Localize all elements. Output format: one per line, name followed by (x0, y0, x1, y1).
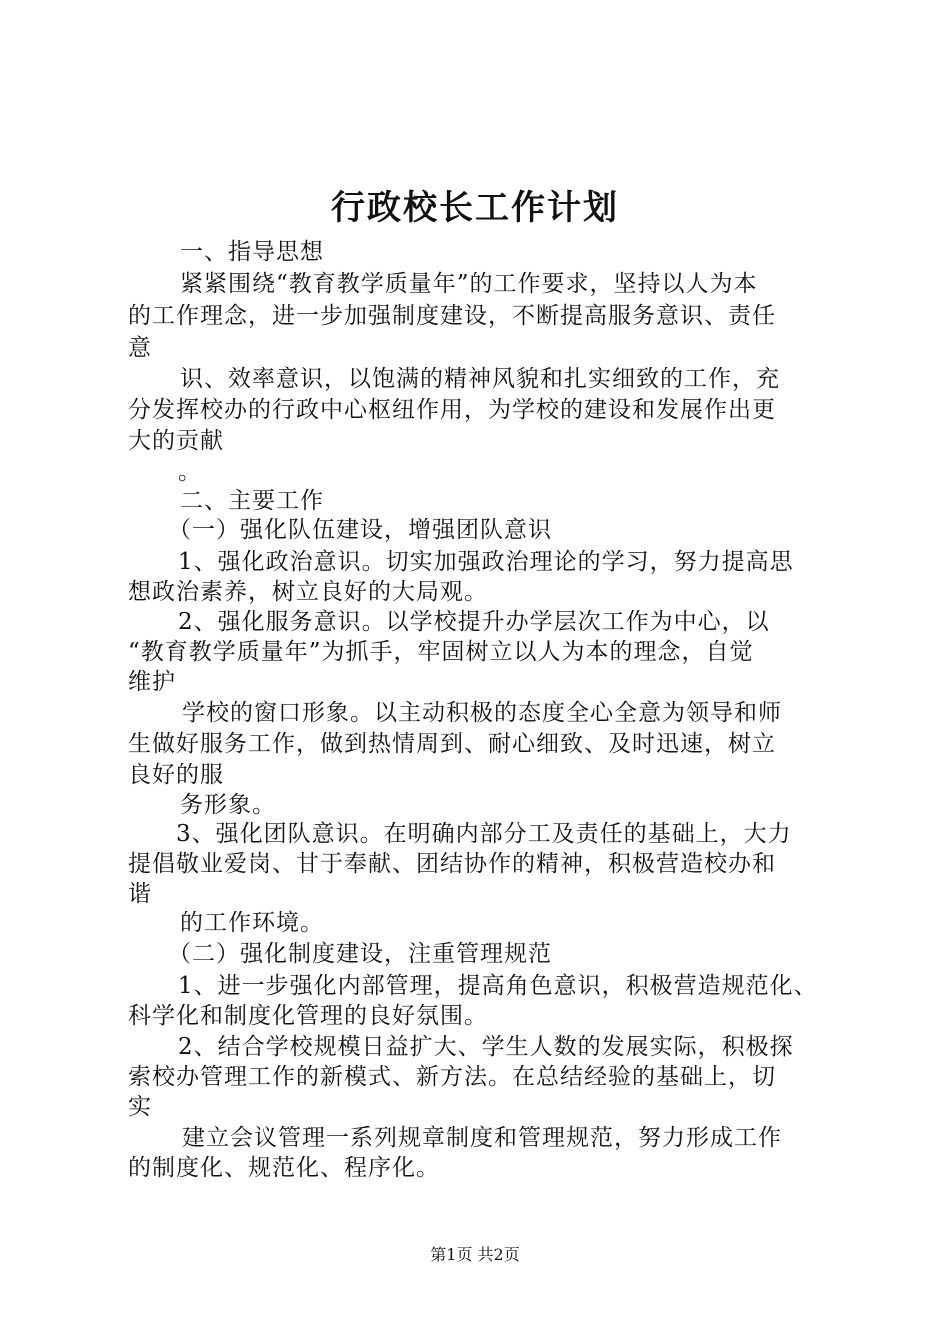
paragraph-line: 的制度化、规范化、程序化。 (128, 1155, 440, 1181)
paragraph-line: 学校的窗口形象。以主动积极的态度全心全意为领导和师 (182, 700, 782, 726)
paragraph-line: 分发挥校办的行政中心枢纽作用，为学校的建设和发展作出更 (128, 397, 776, 423)
paragraph-line: 良好的服 (128, 762, 224, 788)
paragraph-line: 谐 (128, 881, 152, 907)
paragraph-line: 3、强化团队意识。在明确内部分工及责任的基础上，大力 (176, 821, 792, 847)
paragraph-line: 的工作环境。 (180, 910, 324, 936)
paragraph-line: 紧紧围绕“教育教学质量年”的工作要求，坚持以人为本 (180, 271, 758, 297)
paragraph-line: 意 (128, 335, 152, 361)
paragraph-line: 维护 (128, 669, 176, 695)
paragraph-line: 大的贡献 (128, 428, 224, 454)
paragraph-line: 识、效率意识，以饱满的精神风貌和扎实细致的工作，充 (180, 366, 780, 392)
paragraph-line: 2、结合学校规模日益扩大、学生人数的发展实际，积极探 (178, 1034, 794, 1060)
paragraph-line: 1、强化政治意识。切实加强政治理论的学习，努力提高思 (178, 549, 794, 575)
document-title: 行政校长工作计划 (331, 188, 619, 228)
subheading-system-building: （二）强化制度建设，注重管理规范 (168, 941, 552, 967)
heading-main-work: 二、主要工作 (180, 488, 324, 514)
paragraph-line: 。 (178, 459, 202, 485)
paragraph-line: 提倡敬业爱岗、甘于奉献、团结协作的精神，积极营造校办和 (128, 851, 776, 877)
paragraph-line: 想政治素养，树立良好的大局观。 (128, 579, 488, 605)
paragraph-line: 的工作理念，进一步加强制度建设，不断提高服务意识、责任 (128, 303, 776, 329)
paragraph-line: 2、强化服务意识。以学校提升办学层次工作为中心，以 (178, 609, 770, 635)
paragraph-line: 科学化和制度化管理的良好氛围。 (128, 1003, 488, 1029)
page-footer: 第1页 共2页 (430, 1245, 520, 1264)
heading-guiding-thought: 一、指导思想 (180, 239, 324, 265)
paragraph-line: “教育教学质量年”为抓手，牢固树立以人为本的理念，自觉 (128, 639, 754, 665)
paragraph-line: 建立会议管理一系列规章制度和管理规范，努力形成工作 (182, 1125, 782, 1151)
paragraph-line: 索校办管理工作的新模式、新方法。在总结经验的基础上，切 (128, 1064, 776, 1090)
paragraph-line: 实 (128, 1094, 152, 1120)
paragraph-line: 务形象。 (180, 792, 276, 818)
subheading-team-building: （一）强化队伍建设，增强团队意识 (168, 517, 552, 543)
paragraph-line: 1、进一步强化内部管理，提高角色意识，积极营造规范化、 (178, 973, 818, 999)
paragraph-line: 生做好服务工作，做到热情周到、耐心细致、及时迅速，树立 (128, 731, 776, 757)
